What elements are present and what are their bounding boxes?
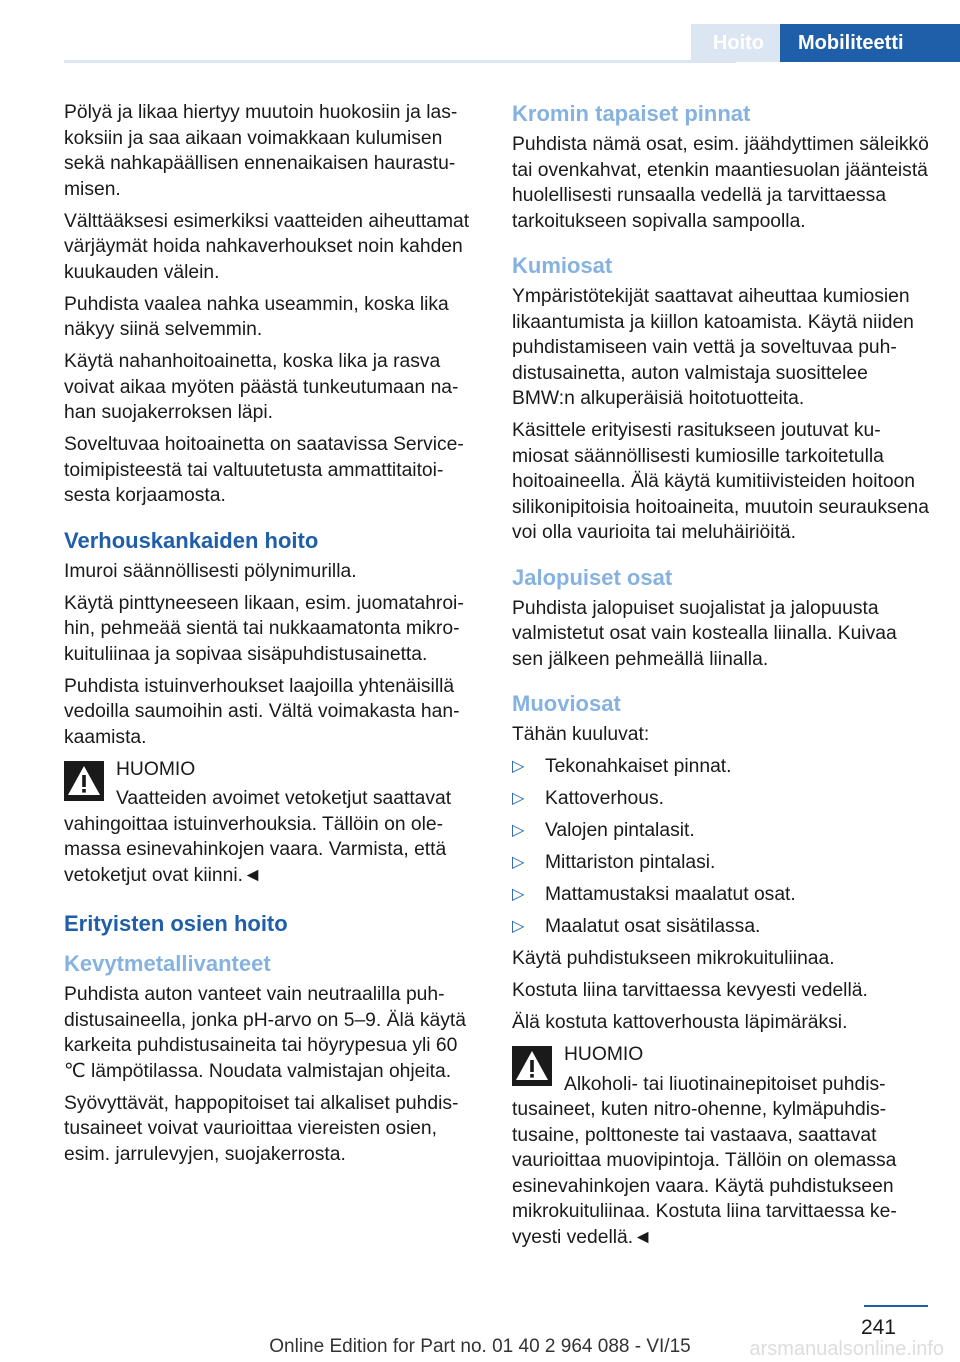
watermark: arsmanualsonline.info [749, 1338, 944, 1360]
paragraph: Puhdista jalopuiset suojalistat ja jalopuusta valmistetut osat vain kostealla liinalla. Kuivaa sen jälkeen pehmeällä liinalla. [512, 597, 897, 670]
list-item-text: Kattoverhous. [545, 788, 664, 809]
paragraph: Imuroi säännöllisesti pölynimurilla. [64, 560, 357, 582]
paragraph: Puhdista auton vanteet vain neutraalilla puhdistusaineella, jonka pH-arvo on 5–9. Älä käytä karkeita puhdistusaineita tai höyrypesua yli 60 ℃ lämpötilassa. Noudata valmistajan ohjeita. [64, 984, 466, 1082]
triangle-bullet-icon: ▷ [512, 790, 525, 807]
section-heading-kumi: Kumiosat [512, 253, 613, 278]
paragraph: Käytä nahanhoitoainetta, koska lika ja rasva voivat aikaa myöten päästä tunkeutumaan nahan suojakerroksen läpi. [64, 351, 459, 423]
paragraph: Ympäristötekijät saattavat aiheuttaa kumiosien likaantumista ja kiillon katoamista. Käytä niiden puhdistamiseen vain vettä ja soveltuvaa puhdistusainetta, auton valmistaja suosittelee BMW:n alkuperäisiä hoitotuotteita. [512, 286, 914, 409]
notice-body: Vaatteiden avoimet vetoketjut saattavat vahingoittaa istuinverhouksia. Tällöin on olemassa esinevahinkojen vaara. Varmista, että vetoketjut ovat kiinni.◄ [64, 788, 452, 886]
section-heading-verhous: Verhouskankaiden hoito [64, 527, 319, 553]
list-item-text: Mittariston pintalasi. [545, 852, 716, 873]
list-item-text: Valojen pintalasit. [545, 820, 695, 841]
footer-rule [864, 1305, 928, 1307]
paragraph: Pölyä ja likaa hiertyy muutoin huokosiin ja laskoksiin ja saa aikaan voimakkaan kulumisen sekä nahkapäällisen ennenaikaisen haurastumisen. [64, 102, 458, 200]
paragraph: Tähän kuuluvat: [512, 724, 650, 745]
triangle-bullet-icon: ▷ [512, 854, 525, 871]
bullet-list [512, 754, 930, 940]
paragraph: Puhdista vaalea nahka useammin, koska lika näkyy siinä selvemmin. [64, 293, 449, 340]
list-item [512, 786, 930, 812]
page-number: 241 [860, 1316, 896, 1339]
header-rule [64, 60, 736, 63]
paragraph: Soveltuvaa hoitoainetta on saatavissa Service-toimipisteestä tai valtuutetusta ammattitaitoisesta korjaamosta. [64, 434, 464, 506]
notice-title: HUOMIO [564, 1044, 644, 1065]
section-heading-muovi: Muoviosat [512, 691, 621, 716]
tab-section[interactable]: Hoito [691, 24, 780, 62]
section-heading-kevyt: Kevytmetallivanteet [64, 951, 271, 976]
paragraph: Käsittele erityisesti rasitukseen joutuvat kumiosat säännöllisesti kumiosille tarkoitetulla hoitoaineella. Älä käytä kumitiivisteiden hoitoon silikonipitoisia hoitoaineita, muutoin seurauksena voi olla vaurioita tai meluhäiriöitä. [512, 420, 929, 543]
paragraph: Puhdista nämä osat, esim. jäähdyttimen säleikkö tai ovenkahvat, etenkin maantiesuolan jäänteistä huolellisesti runsaalla vedellä ja tarvittaessa tarkoitukseen sopivalla sampoolla. [512, 134, 929, 232]
list-item-text: Tekonahkaiset pinnat. [545, 756, 732, 777]
section-heading-kromi: Kromin tapaiset pinnat [512, 101, 751, 126]
list-item [512, 914, 930, 940]
list-item [512, 818, 930, 844]
paragraph: Puhdista istuinverhoukset laajoilla yhtenäisillä vedoilla saumoihin asti. Vältä voimakasta hankaamista. [64, 675, 460, 748]
left-column [64, 100, 482, 1174]
paragraph: Syövyttävät, happopitoiset tai alkaliset puhdistusaineet voivat vaurioittaa viereisten osien, esim. jarrulevyjen, suojakerrosta. [64, 1092, 459, 1165]
right-column [512, 100, 930, 1258]
triangle-bullet-icon: ▷ [512, 758, 525, 775]
header-tabs [691, 24, 960, 62]
warning-triangle-icon [512, 1046, 552, 1086]
triangle-bullet-icon: ▷ [512, 886, 525, 903]
section-heading-jalo: Jalopuiset osat [512, 564, 673, 590]
warning-triangle-icon [64, 761, 104, 801]
warning-notice [64, 757, 482, 889]
notice-body: Alkoholi- tai liuotinainepitoiset puhdistusaineet, kuten nitro-ohenne, kylmäpuhdistusaine, polttoneste tai vastaava, saattavat vaurioittaa muovipintoja. Tällöin on olemassa esinevahinkojen vaara. Käytä puhdistukseen mikrokuituliinaa. Kostuta liina tarvittaessa kevyesti vedellä.◄ [512, 1073, 897, 1248]
footer-edition: Online Edition for Part no. 01 40 2 964 088 - VI/15 [269, 1336, 691, 1357]
list-item-text: Maalatut osat sisätilassa. [545, 916, 761, 937]
list-item-text: Mattamustaksi maalatut osat. [545, 884, 796, 905]
warning-notice [512, 1042, 930, 1250]
list-item [512, 882, 930, 908]
triangle-bullet-icon: ▷ [512, 822, 525, 839]
list-item [512, 754, 930, 780]
triangle-bullet-icon: ▷ [512, 918, 525, 935]
paragraph: Käytä pinttyneeseen likaan, esim. juomatahroihin, pehmeää sientä tai nukkaamatonta mikrokuituliinaa ja sopivaa sisäpuhdistusainetta. [64, 592, 464, 665]
paragraph: Välttääksesi esimerkiksi vaatteiden aiheuttamat värjäymät hoida nahkaverhoukset noin kahden kuukauden välein. [64, 210, 470, 283]
list-item [512, 850, 930, 876]
paragraph: Kostuta liina tarvittaessa kevyesti vedellä. [512, 980, 868, 1001]
tab-chapter[interactable]: Mobiliteetti [780, 24, 960, 62]
notice-title: HUOMIO [116, 758, 196, 780]
paragraph: Älä kostuta kattoverhousta läpimäräksi. [512, 1012, 848, 1033]
chapter-heading-erityisten: Erityisten osien hoito [64, 911, 288, 936]
paragraph: Käytä puhdistukseen mikrokuituliinaa. [512, 948, 835, 969]
